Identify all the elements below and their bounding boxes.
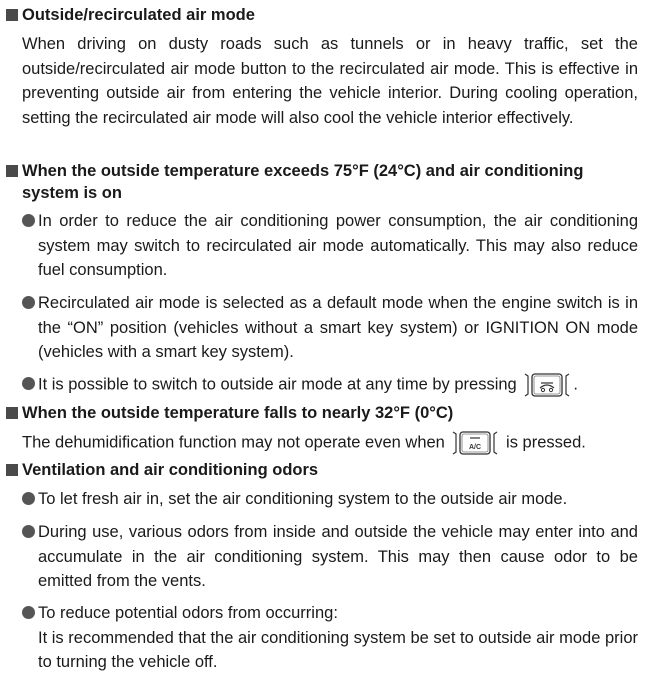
- list-item-text: It is possible to switch to outside air mode at any time by pressing: [38, 375, 517, 394]
- round-bullet-icon: [22, 492, 35, 505]
- round-bullet-icon: [22, 214, 35, 227]
- section-heading-ventilation-odors: [6, 459, 318, 481]
- square-bullet-icon: [6, 165, 18, 177]
- ac-button-label: A/C: [469, 444, 482, 451]
- square-bullet-icon: [6, 9, 18, 21]
- list-item: In order to reduce the air conditioning power consumption, the air conditioning system may switch to recirculated air mode automatically. This may also reduce fuel consumption.: [22, 209, 638, 283]
- heading-text-line1: When the outside temperature exceeds 75°F (24°C) and air conditioning: [22, 162, 584, 180]
- list-item: To reduce potential odors from occurring: It is recommended that the air conditioning system be set to outside air mode prior to turning the vehicle off.: [22, 601, 638, 675]
- ac-button-icon: [451, 430, 499, 456]
- list-item: It is possible to switch to outside air mode at any time by pressing .: [22, 372, 638, 398]
- paragraph-outside-recirculated: When driving on dusty roads such as tunnels or in heavy traffic, set the outside/recirculated air mode button to the recirculated air mode. This is effective in preventing outside air from entering the vehicle interior. During cooling operation, setting the recirculated air mode will also cool the vehicle interior effectively.: [22, 35, 638, 127]
- section-heading-temp-falls: [6, 402, 453, 424]
- section-heading-temp-exceeds: [6, 160, 583, 204]
- heading-text: When the outside temperature falls to nearly 32°F (0°C): [22, 404, 454, 422]
- list-item: During use, various odors from inside and outside the vehicle may enter into and accumulate in the air conditioning system. This may then cause odor to be emitted from the vents.: [22, 520, 638, 594]
- section-heading-outside-recirculated: [6, 4, 255, 26]
- list-item: To let fresh air in, set the air conditioning system to the outside air mode.: [22, 487, 638, 512]
- round-bullet-icon: [22, 377, 35, 390]
- paragraph-dehumidification: The dehumidification function may not operate even when A/C is pressed.: [22, 430, 638, 456]
- heading-text: Outside/recirculated air mode: [22, 6, 255, 24]
- outside-air-button-icon: [523, 372, 571, 398]
- square-bullet-icon: [6, 464, 18, 476]
- heading-text: Ventilation and air conditioning odors: [22, 461, 319, 479]
- square-bullet-icon: [6, 407, 18, 419]
- round-bullet-icon: [22, 525, 35, 538]
- round-bullet-icon: [22, 296, 35, 309]
- heading-text-line2: system is on: [22, 184, 122, 202]
- round-bullet-icon: [22, 606, 35, 619]
- list-item: Recirculated air mode is selected as a default mode when the engine switch is in the “ON” position (vehicles without a smart key system) or IGNITION ON mode (vehicles with a smart key system).: [22, 291, 638, 365]
